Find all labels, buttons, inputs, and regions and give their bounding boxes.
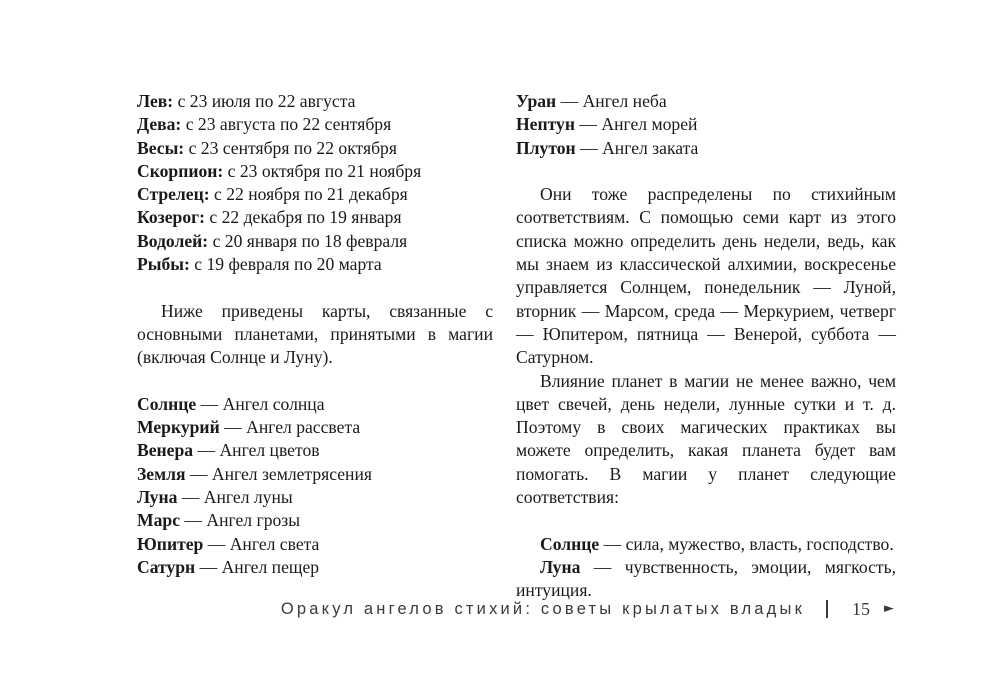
angel-name: — Ангел заката: [575, 137, 699, 158]
angel-name: — Ангел света: [203, 533, 320, 554]
correspondence-text: — чувственность, эмоции, мягкость, интуиция.: [516, 556, 896, 601]
zodiac-item: [137, 183, 493, 206]
zodiac-item: [137, 230, 493, 253]
planet-angel-list: [137, 393, 493, 579]
zodiac-range: с 23 октября по 21 ноября: [223, 160, 422, 181]
angel-name: — Ангел землетрясения: [185, 463, 372, 484]
zodiac-item: [137, 90, 493, 113]
spacer: [137, 370, 493, 393]
planet-angel-item: [137, 463, 493, 486]
planet-name: Сатурн: [137, 556, 196, 577]
zodiac-range: с 20 января по 18 февраля: [208, 230, 408, 251]
planet-name: Юпитер: [137, 533, 204, 554]
planet-name: Луна: [137, 487, 178, 508]
zodiac-sign: Скорпион:: [137, 160, 224, 181]
planet-name: Марс: [137, 510, 180, 531]
planet-name: Венера: [137, 440, 194, 461]
planet-name: Плутон: [516, 137, 576, 158]
zodiac-item: [137, 253, 493, 276]
zodiac-range: с 23 июля по 22 августа: [173, 91, 356, 111]
correspondence-text: — сила, мужество, власть, господство.: [599, 533, 894, 554]
zodiac-range: с 22 декабря по 19 января: [205, 207, 402, 228]
zodiac-sign: Водолей:: [137, 230, 209, 251]
zodiac-range: с 23 августа по 22 сентября: [181, 114, 392, 135]
planet-angel-item: [516, 90, 896, 113]
book-title: Оракул ангелов стихий: советы крылатых владык: [280, 600, 805, 618]
planet-angel-item: [137, 439, 493, 462]
zodiac-range: с 19 февраля по 20 марта: [189, 254, 382, 275]
zodiac-item: [137, 206, 493, 229]
zodiac-sign: Дева:: [137, 114, 182, 135]
zodiac-sign: Стрелец:: [137, 184, 210, 205]
planet-angel-item: [137, 509, 493, 532]
planet-name: Меркурий: [137, 417, 220, 438]
right-column: [516, 90, 896, 603]
angel-name: — Ангел грозы: [180, 510, 301, 531]
angel-name: — Ангел морей: [574, 114, 698, 135]
zodiac-sign: Козерог:: [137, 207, 205, 228]
planet-angel-item: [516, 113, 896, 136]
angel-name: — Ангел пещер: [195, 556, 320, 577]
correspondence-item: [516, 556, 896, 603]
planet-name: Уран: [516, 91, 557, 111]
angel-name: — Ангел луны: [177, 487, 293, 508]
angel-name: — Ангел солнца: [196, 393, 325, 414]
planet-angel-list: [516, 90, 896, 160]
zodiac-item: [137, 160, 493, 183]
correspondence-list: [516, 533, 896, 603]
intro-paragraph: Ниже приведены карты, связанные с основными планетами, принятыми в магии (включая Солнце и Луну).: [137, 300, 493, 368]
planet-name: Земля: [137, 463, 186, 484]
weekday-paragraph: Они тоже распределены по стихийным соответствиям. С помощью семи карт из этого списка можно определить день недели, ведь, как мы знаем из классической алхимии, воскресенье управляется Солнцем, понедельник — Луной, вторник — Марсом, среда — Меркурием, четверг — Юпитером, пятница — Венерой, суббота — Сатурном.: [516, 184, 896, 368]
planet-name: Солнце: [540, 533, 600, 554]
influence-paragraph: Влияние планет в магии не менее важно, чем цвет свечей, день недели, лунные сутки и т. д. Поэтому в своих магических практиках вы можете определить, какая планета будет вам помогать. В магии у планет следующие соответствия:: [516, 370, 896, 508]
planet-angel-item: [137, 393, 493, 416]
planet-name: Солнце: [137, 393, 197, 414]
next-page-arrow-icon: ►: [884, 601, 894, 616]
correspondence-item: [516, 533, 896, 556]
zodiac-item: [137, 113, 493, 136]
spacer: [137, 276, 493, 299]
zodiac-sign: Лев:: [137, 91, 174, 111]
planet-angel-item: [137, 486, 493, 509]
angel-name: — Ангел цветов: [193, 440, 320, 461]
angel-name: — Ангел рассвета: [219, 417, 361, 438]
spacer: [516, 160, 896, 183]
zodiac-sign: Весы:: [137, 137, 185, 158]
planet-name: Нептун: [516, 114, 575, 135]
planet-angel-item: [137, 556, 493, 579]
zodiac-range: с 23 сентября по 22 октября: [184, 137, 397, 158]
footer-divider: [826, 600, 828, 618]
spacer: [516, 509, 896, 532]
zodiac-sign: Рыбы:: [137, 254, 190, 275]
page-footer: [0, 597, 1000, 621]
zodiac-item: [137, 137, 493, 160]
planet-angel-item: [516, 137, 896, 160]
angel-name: — Ангел неба: [556, 91, 667, 111]
zodiac-list: [137, 90, 493, 276]
planet-name: Луна: [540, 556, 581, 577]
zodiac-range: с 22 ноября по 21 декабря: [209, 184, 408, 205]
planet-angel-item: [137, 533, 493, 556]
planet-angel-item: [137, 416, 493, 439]
left-column: [137, 90, 493, 579]
page-number: 15: [852, 599, 870, 619]
